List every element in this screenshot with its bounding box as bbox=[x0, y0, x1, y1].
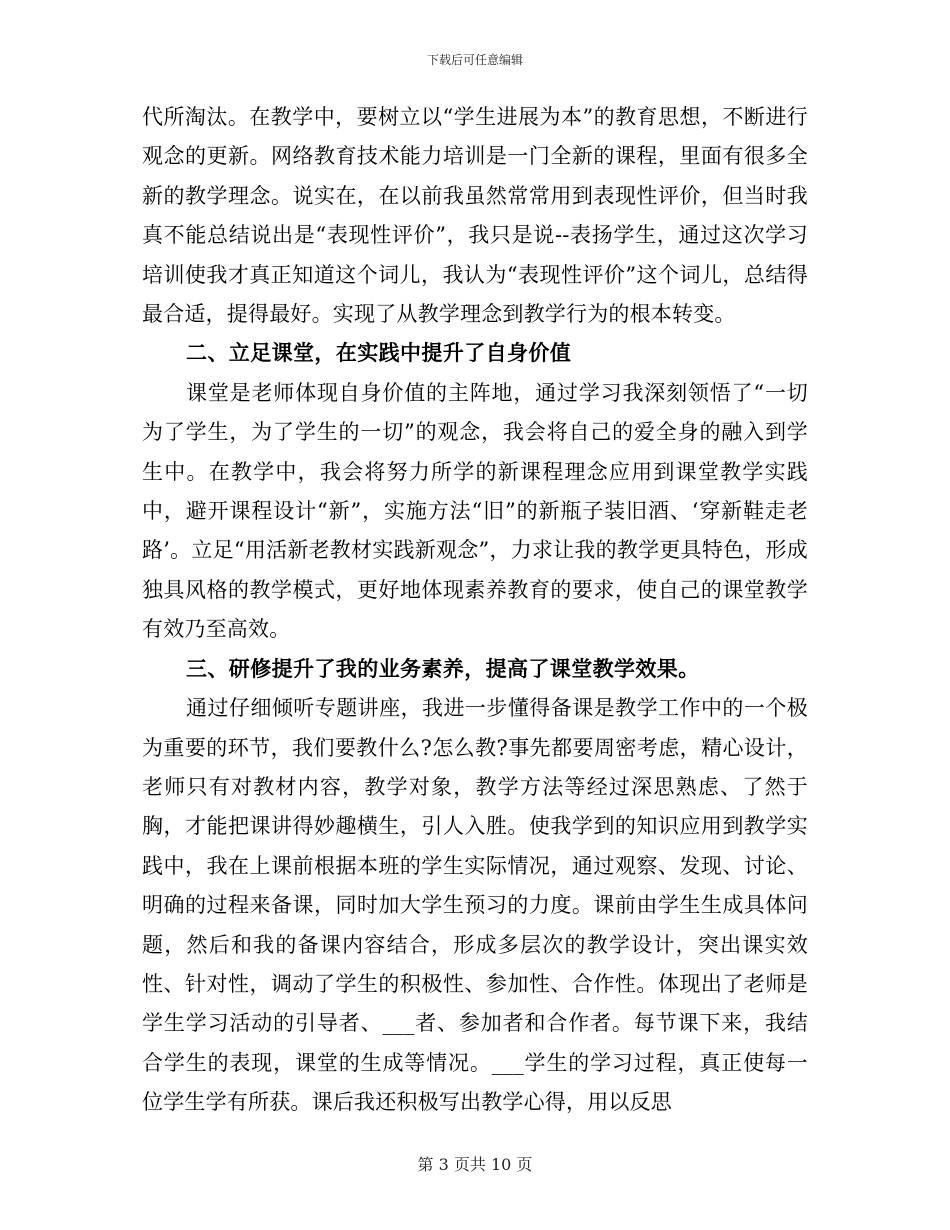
paragraph-section-3: 通过仔细倾听专题讲座，我进一步懂得备课是教学工作中的一个极为重要的环节，我们要教什么?怎么教?事先都要周密考虑，精心设计，老师只有对教材内容，教学对象，教学方法等经过深思熟虑、了然于胸，才能把课讲得妙趣横生，引人入胜。使我学到的知识应用到教学实践中，我在上课前根据本班的学生实际情况，通过观察、发现、讨论、明确的过程来备课，同时加大学生预习的力度。课前由学生生成具体问题，然后和我的备课内容结合，形成多层次的教学设计，突出课实效性、针对性，调动了学生的积极性、参加性、合作性。体现出了老师是学生学习活动的引导者、___者、参加者和合作者。每节课下来，我结合学生的表现，课堂的生成等情况。___学生的学习过程，真正使每一位学生学有所获。课后我还积极写出教学心得，用以反思 bbox=[142, 696, 808, 1115]
paragraph-continuation: 代所淘汰。在教学中，要树立以“学生进展为本”的教育思想，不断进行观念的更新。网络教育技术能力培训是一门全新的课程，里面有很多全新的教学理念。说实在，在以前我虽然常常用到表现性评价，但当时我真不能总结说出是“表现性评价”，我只是说--表扬学生，通过这次学习培训使我才真正知道这个词儿，我认为“表现性评价”这个词儿，总结得最合适，提得最好。实现了从教学理念到教学行为的根本转变。 bbox=[142, 105, 808, 327]
page-header: 下载后可任意编辑 bbox=[426, 53, 523, 67]
section-heading-3: 三、研修提升了我的业务素养，提高了课堂教学效果。 bbox=[186, 656, 700, 681]
page-number-footer: 第 3 页共 10 页 bbox=[417, 1155, 533, 1174]
section-heading-2: 二、立足课堂，在实践中提升了自身价值 bbox=[186, 341, 572, 366]
paragraph-section-2: 课堂是老师体现自身价值的主阵地，通过学习我深刻领悟了“一切为了学生，为了学生的一切”的观念，我会将自己的爱全身的融入到学生中。在教学中，我会将努力所学的新课程理念应用到课堂教学实践中，避开课程设计“新”，实施方法“旧”的新瓶子装旧酒、‘穿新鞋走老路’。立足“用活新老教材实践新观念”，力求让我的教学更具特色，形成独具风格的教学模式，更好地体现素养教育的要求，使自己的课堂教学有效乃至高效。 bbox=[142, 380, 808, 642]
document-body bbox=[142, 98, 808, 1123]
